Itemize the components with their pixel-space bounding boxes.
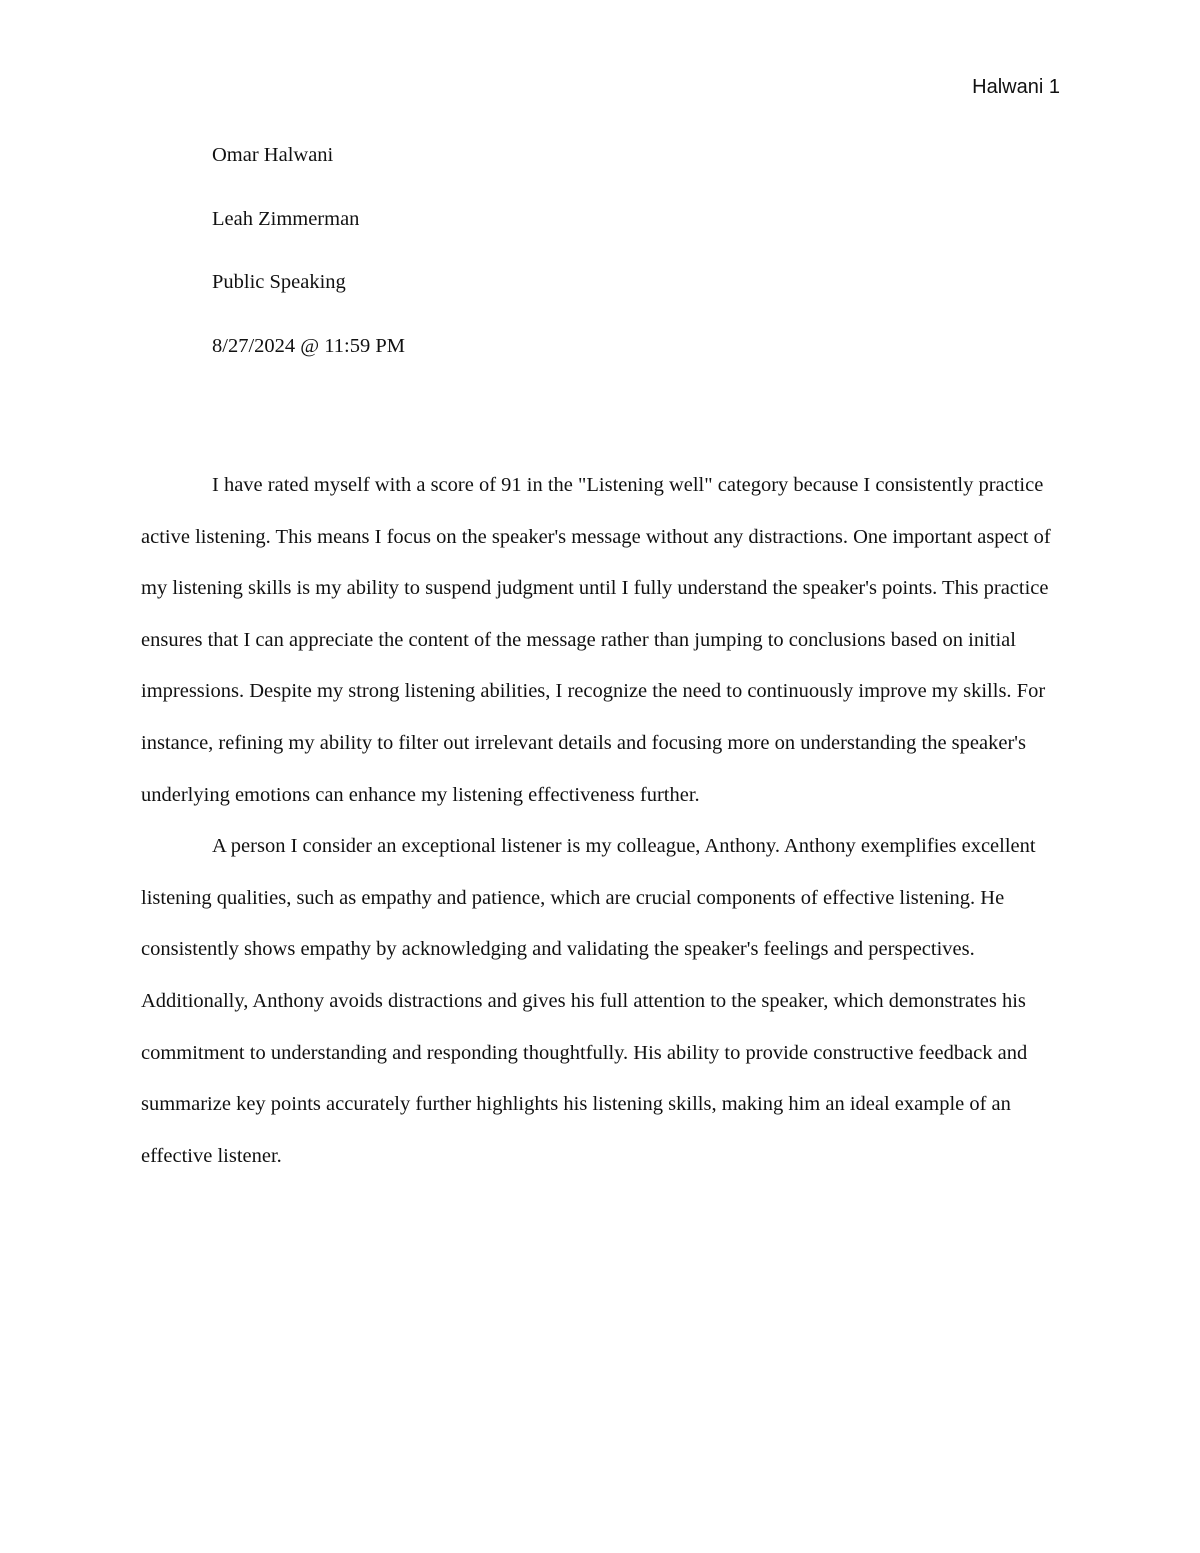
- essay-body: [141, 460, 1059, 1182]
- student-name: Omar Halwani: [212, 144, 334, 166]
- instructor-name: Leah Zimmerman: [212, 207, 360, 230]
- mla-heading: [212, 142, 1072, 396]
- body-paragraph-2: A person I consider an exceptional listener is my colleague, Anthony. Anthony exemplifies excellent listening qualities, such as empathy and patience, which are crucial components of effective listening. He consistently shows empathy by acknowledging and validating the speaker's feelings and perspectives. Additionally, Anthony avoids distractions and gives his full attention to the speaker, which demonstrates his commitment to understanding and responding thoughtfully. His ability to provide constructive feedback and summarize key points accurately further highlights his listening skills, making him an ideal example of an effective listener.: [141, 835, 1036, 1167]
- course-name: Public Speaking: [212, 271, 346, 294]
- submission-date: 8/27/2024 @ 11:59 PM: [212, 334, 405, 357]
- body-paragraph-1: I have rated myself with a score of 91 in the "Listening well" category because I consistently practice active listening. This means I focus on the speaker's message without any distractions. One important aspect of my listening skills is my ability to suspend judgment until I fully understand the speaker's points. This practice ensures that I can appreciate the content of the message rather than jumping to conclusions based on initial impressions. Despite my strong listening abilities, I recognize the need to continuously improve my skills. For instance, refining my ability to filter out irrelevant details and focusing more on understanding the speaker's underlying emotions can enhance my listening effectiveness further.: [141, 474, 1051, 806]
- running-head: Halwani 1: [972, 76, 1060, 98]
